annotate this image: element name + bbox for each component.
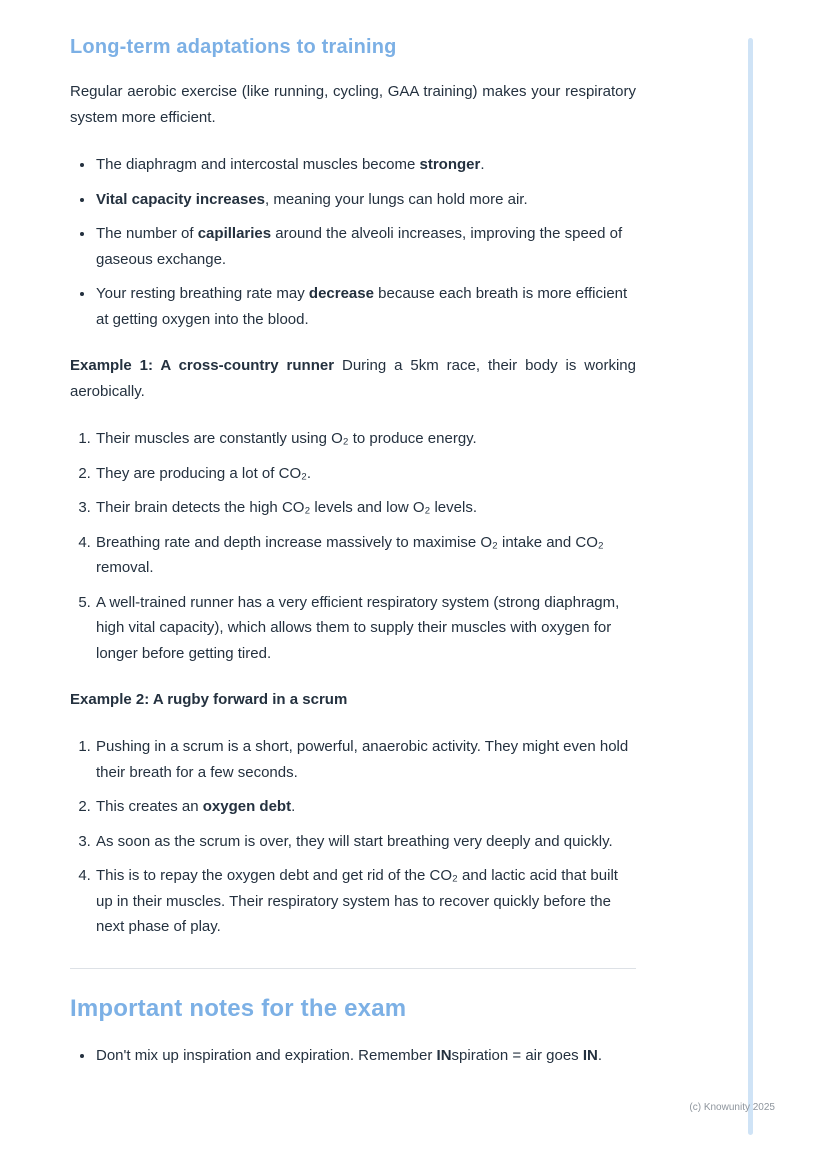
list-item: • Your resting breathing rate may decrease because each breath is more efficient at getting oxygen into the blood.	[95, 281, 636, 332]
list-item: 5. A well-trained runner has a very efficient respiratory system (strong diaphragm, high vital capacity), which allows them to supply their muscles with oxygen for longer before getting tired.	[95, 590, 636, 667]
list-item: • The diaphragm and intercostal muscles become stronger.	[95, 152, 636, 178]
example2-numbered-list	[70, 734, 636, 940]
adaptations-bullet-list	[70, 152, 636, 332]
list-item: 2. They are producing a lot of CO₂.	[95, 461, 636, 487]
list-item: 4. This is to repay the oxygen debt and get rid of the CO₂ and lactic acid that built up in their muscles. Their respiratory system has to recover quickly before the next phase of play.	[95, 863, 636, 940]
intro-paragraph: Regular aerobic exercise (like running, cycling, GAA training) makes your respiratory system more efficient.	[70, 83, 636, 126]
list-item: 1. Pushing in a scrum is a short, powerful, anaerobic activity. They might even hold their breath for a few seconds.	[95, 734, 636, 785]
list-item: • Don't mix up inspiration and expiration. Remember INspiration = air goes IN.	[95, 1043, 636, 1069]
list-item: 4. Breathing rate and depth increase massively to maximise O₂ intake and CO₂ removal.	[95, 530, 636, 581]
list-item: • The number of capillaries around the alveoli increases, improving the speed of gaseous exchange.	[95, 221, 636, 272]
list-item: 1. Their muscles are constantly using O₂ to produce energy.	[95, 426, 636, 452]
document-content	[70, 36, 636, 1089]
list-item: • Vital capacity increases, meaning your lungs can hold more air.	[95, 187, 636, 213]
section-heading-adaptations: Long-term adaptations to training	[70, 36, 397, 58]
section-divider	[70, 968, 636, 969]
list-item: 2. This creates an oxygen debt.	[95, 794, 636, 820]
example1-intro-paragraph: Example 1: A cross-country runner During a 5km race, their body is working aerobically.	[70, 357, 636, 400]
copyright-footer: (c) Knowunity 2025	[689, 1102, 775, 1113]
scrollbar-thumb[interactable]	[748, 38, 753, 1135]
exam-notes-bullet-list	[70, 1043, 636, 1069]
list-item: 3. Their brain detects the high CO₂ levels and low O₂ levels.	[95, 495, 636, 521]
example2-heading-paragraph: Example 2: A rugby forward in a scrum	[70, 691, 348, 708]
section-heading-exam-notes: Important notes for the exam	[70, 994, 407, 1022]
list-item: 3. As soon as the scrum is over, they will start breathing very deeply and quickly.	[95, 829, 636, 855]
example1-numbered-list	[70, 426, 636, 666]
